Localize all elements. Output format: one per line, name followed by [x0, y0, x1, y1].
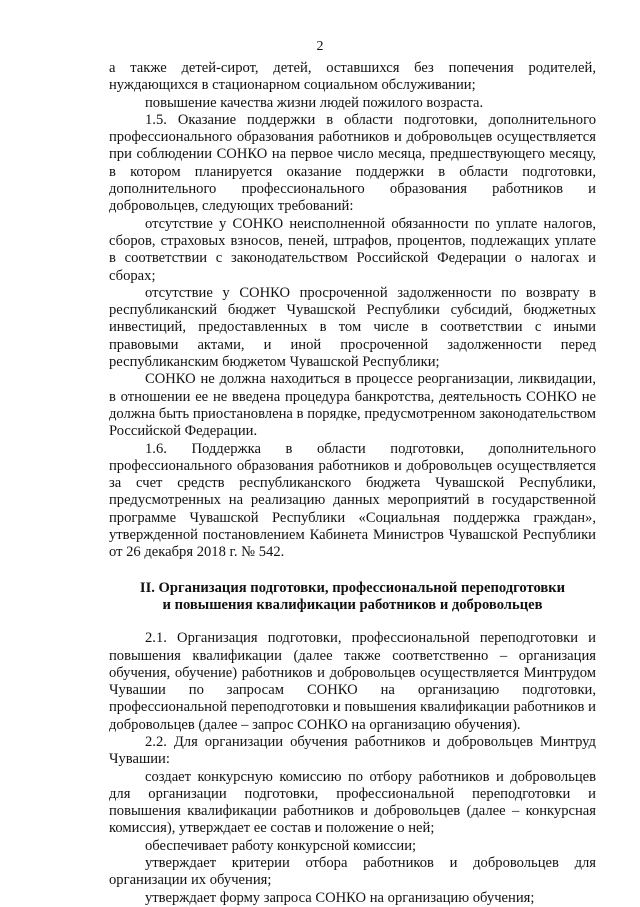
paragraph-continuation: а также детей-сирот, детей, оставшихся без попечения родителей, нуждающихся в стационарном социальном обслуживании; — [109, 60, 596, 94]
paragraph-commission-work: обеспечивает работу конкурсной комиссии; — [145, 837, 417, 854]
document-body — [109, 60, 596, 907]
paragraph-request-form: утверждает форму запроса СОНКО на организацию обучения; — [145, 889, 535, 906]
paragraph-1-5: 1.5. Оказание поддержки в области подготовки, дополнительного профессионального образования работников и добровольцев осуществляется при соблюдении СОНКО на первое число месяца, предшествующего месяцу, в котором планируется оказание поддержки в области подготовки, дополнительного профессионального образования работников и добровольцев, следующих требований: — [109, 111, 596, 215]
section-heading-line-1: II. Организация подготовки, профессиональной переподготовки — [139, 579, 566, 596]
paragraph-commission: создает конкурсную комиссию по отбору работников и добровольцев для организации подготовки, профессиональной переподготовки и повышения квалификации работников и добровольцев (далее – конкурсная комиссия), утверждает ее состав и положение о ней; — [109, 768, 596, 837]
paragraph-2-1: 2.1. Организация подготовки, профессиональной переподготовки и повышения квалификации (далее также соответственно – организация обучения, обучение) работников и добровольцев осуществляется Минтрудом Чувашии по запросам СОНКО на организацию подготовки, профессиональной переподготовки и повышения квалификации работников и добровольцев (далее – запрос СОНКО на организацию обучения). — [109, 630, 596, 733]
paragraph-requirement-reorganization: СОНКО не должна находиться в процессе реорганизации, ликвидации, в отношении ее не введена процедура банкротства, деятельность СОНКО не должна быть приостановлена в порядке, предусмотренном законодательством Российской Федерации. — [109, 371, 596, 440]
paragraph-criteria: утверждает критерии отбора работников и добровольцев для организации их обучения; — [109, 855, 596, 889]
page-number: 2 — [316, 39, 324, 54]
paragraph-1-6: 1.6. Поддержка в области подготовки, дополнительного профессионального образования работников и добровольцев осуществляется за счет средств республиканского бюджета Чувашской Республики, предусмотренных на реализацию данных мероприятий в государственной программе Чувашской Республики «Социальная поддержка граждан», утвержденной постановлением Кабинета Министров Чувашской Республики от 26 декабря 2018 г. № 542. — [109, 440, 596, 561]
paragraph-quality-of-life: повышение качества жизни людей пожилого возраста. — [145, 94, 484, 111]
paragraph-2-2: 2.2. Для организации обучения работников и добровольцев Минтруд Чувашии: — [109, 733, 596, 768]
paragraph-requirement-debt: отсутствие у СОНКО просроченной задолженности по возврату в республиканский бюджет Чувашской Республики субсидий, бюджетных инвестиций, предоставленных в том числе в соответствии с иными правовыми актами, и иной просроченной задолженности перед республиканским бюджетом Чувашской Республики; — [109, 284, 596, 371]
paragraph-requirement-taxes: отсутствие у СОНКО неисполненной обязанности по уплате налогов, сборов, страховых взносов, пеней, штрафов, процентов, подлежащих уплате в соответствии с законодательством Российской Федерации о налогах и сборах; — [109, 215, 596, 284]
section-heading — [109, 580, 596, 615]
section-heading-line-2: и повышения квалификации работников и добровольцев — [162, 596, 543, 613]
